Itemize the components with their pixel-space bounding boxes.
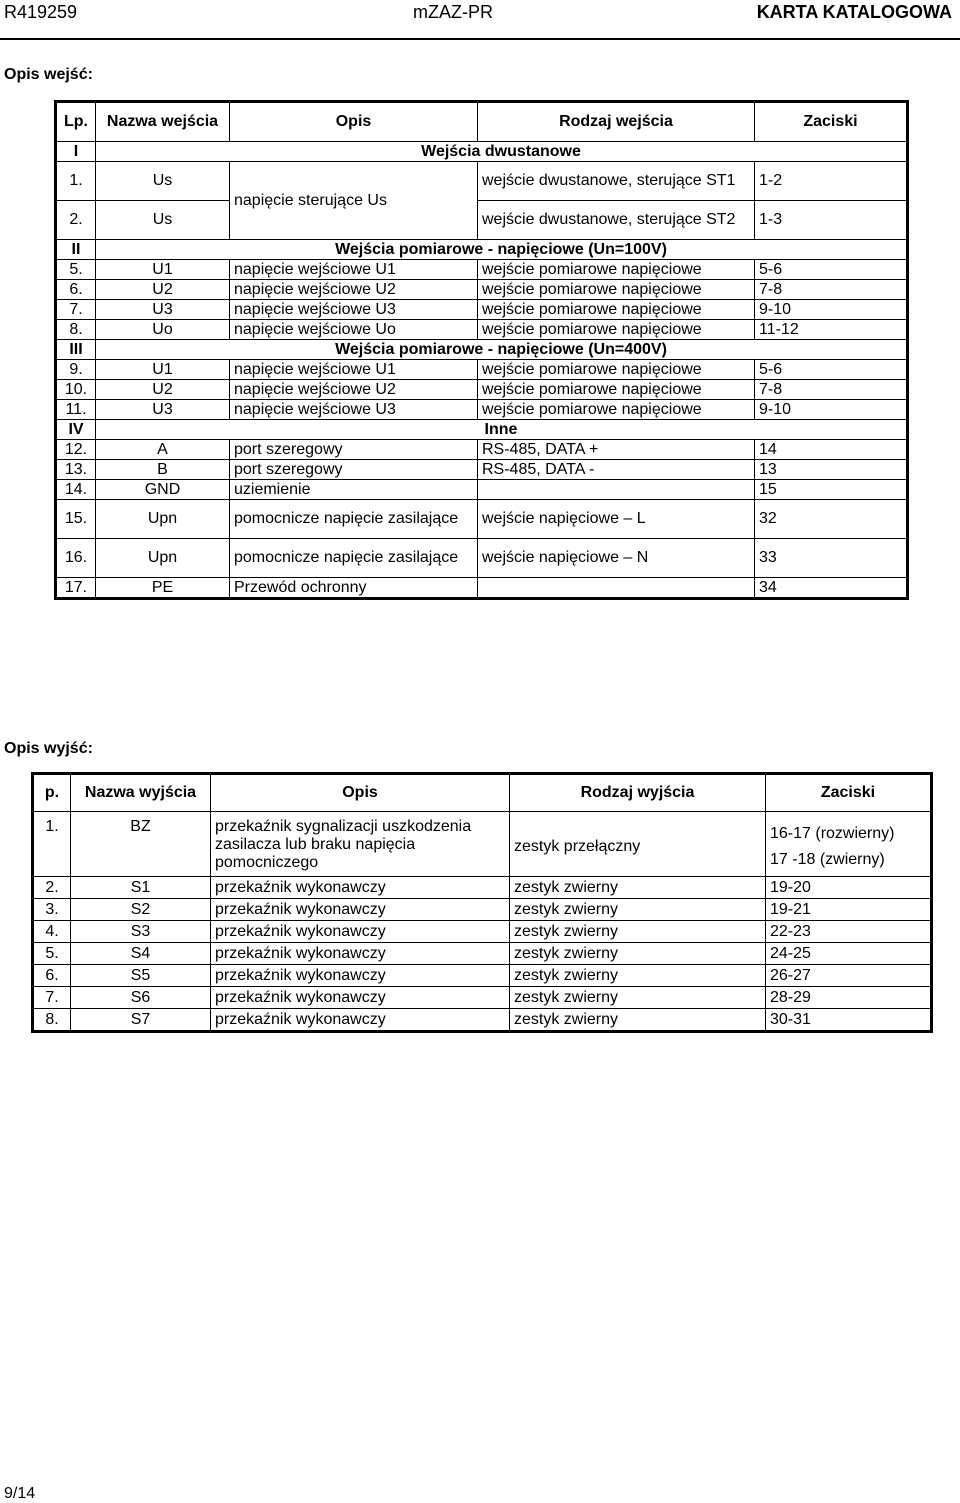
table-row bbox=[56, 201, 908, 240]
input-terminals: 1-2 bbox=[755, 162, 908, 201]
input-terminals: 15 bbox=[755, 480, 908, 500]
input-type: wejście dwustanowe, sterujące ST2 bbox=[478, 201, 755, 240]
output-type: zestyk zwierny bbox=[510, 987, 766, 1009]
input-type: wejście pomiarowe napięciowe bbox=[478, 280, 755, 300]
col-header: Rodzaj wejścia bbox=[478, 102, 755, 142]
terminals-no: 17 -18 (zwierny) bbox=[770, 851, 885, 868]
output-type: zestyk zwierny bbox=[510, 899, 766, 921]
table-row bbox=[33, 987, 932, 1009]
input-type: wejście napięciowe – L bbox=[478, 500, 755, 539]
output-description: przekaźnik wykonawczy bbox=[211, 943, 510, 965]
input-type: wejście dwustanowe, sterujące ST1 bbox=[478, 162, 755, 201]
row-number: 1. bbox=[33, 812, 71, 877]
output-terminals: 19-20 bbox=[766, 877, 932, 899]
table-row bbox=[33, 965, 932, 987]
col-header: p. bbox=[33, 774, 71, 812]
terminals-nc: 16-17 (rozwierny) bbox=[770, 825, 895, 842]
row-number: 9. bbox=[56, 360, 96, 380]
row-number: 1. bbox=[56, 162, 96, 201]
input-type: RS-485, DATA - bbox=[478, 460, 755, 480]
table-row bbox=[56, 400, 908, 420]
input-name: Uo bbox=[96, 320, 230, 340]
input-name: Us bbox=[96, 201, 230, 240]
table-row bbox=[56, 440, 908, 460]
row-number: 2. bbox=[56, 201, 96, 240]
col-header: Rodzaj wyjścia bbox=[510, 774, 766, 812]
input-type: wejście pomiarowe napięciowe bbox=[478, 320, 755, 340]
col-header: Zaciski bbox=[766, 774, 932, 812]
row-number: 11. bbox=[56, 400, 96, 420]
input-description: port szeregowy bbox=[230, 460, 478, 480]
input-name: Upn bbox=[96, 500, 230, 539]
output-description: przekaźnik wykonawczy bbox=[211, 1009, 510, 1032]
input-terminals: 1-3 bbox=[755, 201, 908, 240]
row-number: 3. bbox=[33, 899, 71, 921]
section-row bbox=[56, 142, 908, 162]
table-row bbox=[56, 380, 908, 400]
input-type: RS-485, DATA + bbox=[478, 440, 755, 460]
input-name: Us bbox=[96, 162, 230, 201]
row-number: 10. bbox=[56, 380, 96, 400]
row-number: 13. bbox=[56, 460, 96, 480]
table-row bbox=[33, 899, 932, 921]
input-type bbox=[478, 578, 755, 599]
page-number: 9/14 bbox=[4, 1485, 36, 1502]
row-number: 7. bbox=[33, 987, 71, 1009]
output-name: S7 bbox=[71, 1009, 211, 1032]
table-row bbox=[56, 320, 908, 340]
outputs-header-row bbox=[33, 774, 932, 812]
input-terminals: 14 bbox=[755, 440, 908, 460]
table-row bbox=[33, 943, 932, 965]
output-terminals: 30-31 bbox=[766, 1009, 932, 1032]
input-name: U1 bbox=[96, 260, 230, 280]
col-header: Opis bbox=[230, 102, 478, 142]
table-row bbox=[56, 578, 908, 599]
input-name: U3 bbox=[96, 400, 230, 420]
col-header: Opis bbox=[211, 774, 510, 812]
input-name: PE bbox=[96, 578, 230, 599]
inputs-table bbox=[54, 100, 909, 600]
table-row bbox=[56, 260, 908, 280]
row-number: 6. bbox=[33, 965, 71, 987]
input-terminals: 34 bbox=[755, 578, 908, 599]
input-terminals: 9-10 bbox=[755, 400, 908, 420]
input-name: GND bbox=[96, 480, 230, 500]
section-label: Wejścia pomiarowe - napięciowe (Un=400V) bbox=[96, 340, 908, 360]
output-name: BZ bbox=[71, 812, 211, 877]
input-description: napięcie wejściowe U2 bbox=[230, 380, 478, 400]
input-terminals: 33 bbox=[755, 539, 908, 578]
row-number: 4. bbox=[33, 921, 71, 943]
document-type: KARTA KATALOGOWA bbox=[756, 2, 952, 22]
table-row bbox=[56, 360, 908, 380]
output-terminals: 28-29 bbox=[766, 987, 932, 1009]
input-name: U1 bbox=[96, 360, 230, 380]
output-name: S4 bbox=[71, 943, 211, 965]
outputs-table bbox=[31, 772, 933, 1033]
table-row bbox=[56, 500, 908, 539]
table-row bbox=[33, 877, 932, 899]
output-type: zestyk zwierny bbox=[510, 965, 766, 987]
col-header: Lp. bbox=[56, 102, 96, 142]
output-terminals: 22-23 bbox=[766, 921, 932, 943]
output-description: przekaźnik wykonawczy bbox=[211, 965, 510, 987]
table-row bbox=[56, 539, 908, 578]
section-number: III bbox=[56, 340, 96, 360]
section-row bbox=[56, 340, 908, 360]
output-type: zestyk zwierny bbox=[510, 1009, 766, 1032]
section-label: Wejścia pomiarowe - napięciowe (Un=100V) bbox=[96, 240, 908, 260]
section-row bbox=[56, 240, 908, 260]
row-number: 14. bbox=[56, 480, 96, 500]
table-row bbox=[33, 921, 932, 943]
table-row bbox=[56, 162, 908, 201]
input-type: wejście pomiarowe napięciowe bbox=[478, 400, 755, 420]
col-header: Zaciski bbox=[755, 102, 908, 142]
output-terminals: 24-25 bbox=[766, 943, 932, 965]
table-row bbox=[33, 1009, 932, 1032]
section-number: I bbox=[56, 142, 96, 162]
input-type: wejście pomiarowe napięciowe bbox=[478, 260, 755, 280]
input-type: wejście pomiarowe napięciowe bbox=[478, 360, 755, 380]
output-description: przekaźnik wykonawczy bbox=[211, 987, 510, 1009]
row-number: 16. bbox=[56, 539, 96, 578]
output-description: przekaźnik wykonawczy bbox=[211, 877, 510, 899]
output-name: S5 bbox=[71, 965, 211, 987]
input-name: U2 bbox=[96, 380, 230, 400]
table-row bbox=[56, 280, 908, 300]
output-terminals: 26-27 bbox=[766, 965, 932, 987]
input-terminals: 13 bbox=[755, 460, 908, 480]
input-type: wejście pomiarowe napięciowe bbox=[478, 300, 755, 320]
input-terminals: 9-10 bbox=[755, 300, 908, 320]
row-number: 6. bbox=[56, 280, 96, 300]
input-description: napięcie sterujące Us bbox=[230, 162, 478, 240]
section-label: Wejścia dwustanowe bbox=[96, 142, 908, 162]
input-description: napięcie wejściowe U1 bbox=[230, 260, 478, 280]
row-number: 8. bbox=[33, 1009, 71, 1032]
output-name: S1 bbox=[71, 877, 211, 899]
output-name: S6 bbox=[71, 987, 211, 1009]
input-name: U3 bbox=[96, 300, 230, 320]
table-row bbox=[56, 480, 908, 500]
section-number: IV bbox=[56, 420, 96, 440]
output-description: przekaźnik sygnalizacji uszkodzenia zasilacza lub braku napięcia pomocniczego bbox=[211, 812, 510, 877]
input-description: napięcie wejściowe U3 bbox=[230, 400, 478, 420]
table-row bbox=[56, 460, 908, 480]
document-code: R419259 bbox=[4, 2, 78, 22]
input-description: napięcie wejściowe U3 bbox=[230, 300, 478, 320]
page-header bbox=[0, 0, 960, 36]
output-type: zestyk przełączny bbox=[510, 812, 766, 877]
input-terminals: 32 bbox=[755, 500, 908, 539]
row-number: 12. bbox=[56, 440, 96, 460]
output-type: zestyk zwierny bbox=[510, 943, 766, 965]
output-description: przekaźnik wykonawczy bbox=[211, 921, 510, 943]
input-name: Upn bbox=[96, 539, 230, 578]
header-divider bbox=[0, 38, 960, 40]
table-row bbox=[56, 300, 908, 320]
input-name: U2 bbox=[96, 280, 230, 300]
input-description: napięcie wejściowe U1 bbox=[230, 360, 478, 380]
output-name: S2 bbox=[71, 899, 211, 921]
input-description: napięcie wejściowe Uo bbox=[230, 320, 478, 340]
inputs-title: Opis wejść: bbox=[4, 66, 93, 83]
input-description: pomocnicze napięcie zasilające bbox=[230, 539, 478, 578]
output-type: zestyk zwierny bbox=[510, 921, 766, 943]
output-terminals bbox=[766, 812, 932, 877]
input-description: napięcie wejściowe U2 bbox=[230, 280, 478, 300]
row-number: 15. bbox=[56, 500, 96, 539]
input-description: port szeregowy bbox=[230, 440, 478, 460]
input-type: wejście pomiarowe napięciowe bbox=[478, 380, 755, 400]
input-terminals: 5-6 bbox=[755, 260, 908, 280]
row-number: 17. bbox=[56, 578, 96, 599]
product-name: mZAZ-PR bbox=[413, 2, 493, 22]
outputs-title: Opis wyjść: bbox=[4, 740, 93, 757]
input-description: Przewód ochronny bbox=[230, 578, 478, 599]
input-terminals: 7-8 bbox=[755, 280, 908, 300]
output-terminals: 19-21 bbox=[766, 899, 932, 921]
input-type bbox=[478, 480, 755, 500]
input-name: B bbox=[96, 460, 230, 480]
row-number: 8. bbox=[56, 320, 96, 340]
section-label: Inne bbox=[96, 420, 908, 440]
input-type: wejście napięciowe – N bbox=[478, 539, 755, 578]
input-description: pomocnicze napięcie zasilające bbox=[230, 500, 478, 539]
col-header: Nazwa wyjścia bbox=[71, 774, 211, 812]
input-terminals: 5-6 bbox=[755, 360, 908, 380]
inputs-header-row bbox=[56, 102, 908, 142]
input-terminals: 7-8 bbox=[755, 380, 908, 400]
input-description: uziemienie bbox=[230, 480, 478, 500]
table-row bbox=[33, 812, 932, 877]
output-type: zestyk zwierny bbox=[510, 877, 766, 899]
section-row bbox=[56, 420, 908, 440]
input-name: A bbox=[96, 440, 230, 460]
output-description: przekaźnik wykonawczy bbox=[211, 899, 510, 921]
row-number: 5. bbox=[56, 260, 96, 280]
row-number: 5. bbox=[33, 943, 71, 965]
section-number: II bbox=[56, 240, 96, 260]
row-number: 2. bbox=[33, 877, 71, 899]
col-header: Nazwa wejścia bbox=[96, 102, 230, 142]
row-number: 7. bbox=[56, 300, 96, 320]
input-terminals: 11-12 bbox=[755, 320, 908, 340]
output-name: S3 bbox=[71, 921, 211, 943]
